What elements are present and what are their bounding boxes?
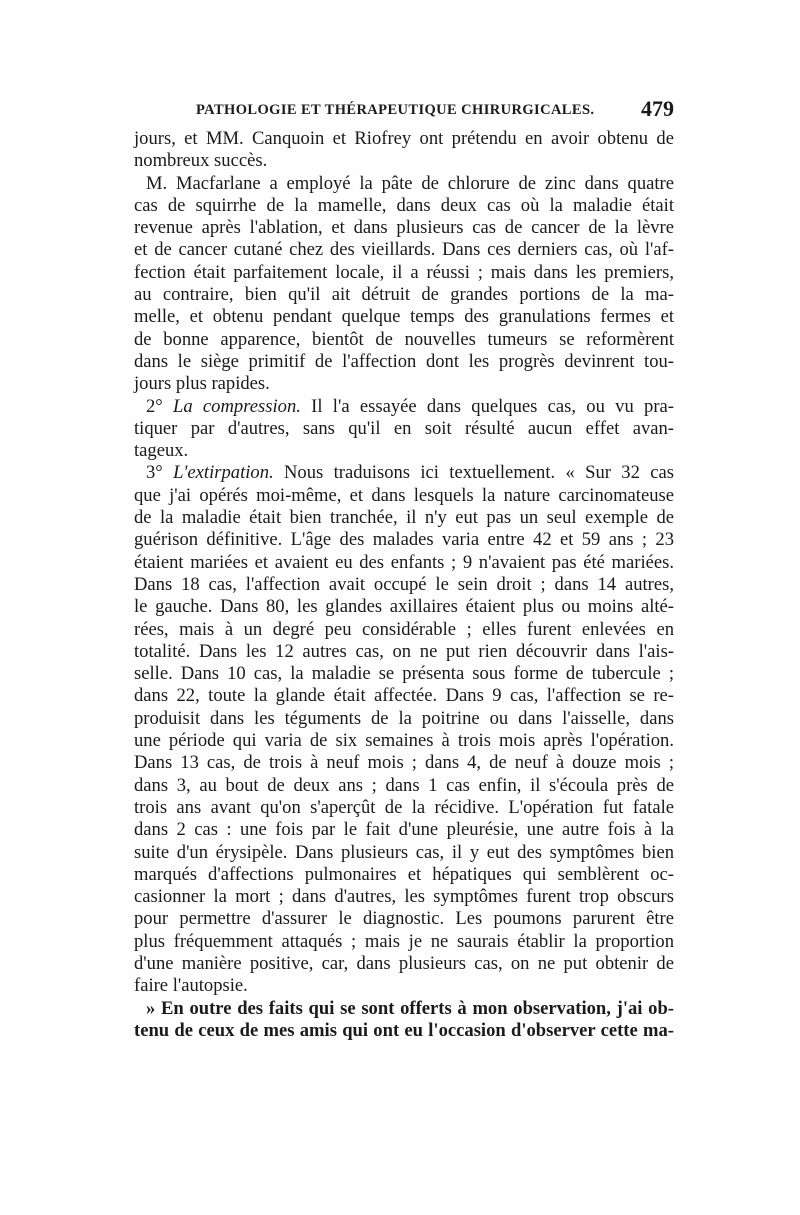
text-line (134, 306, 674, 328)
line-text: d'une manière positive, car, dans plusieurs cas, on ne put obtenir de (134, 952, 674, 974)
text-line (134, 373, 674, 395)
text-line (134, 462, 674, 484)
line-text: de la maladie était bien tranchée, il n'y eut pas un seul exemple de (134, 507, 674, 529)
line-text: jours plus rapides. (134, 373, 270, 395)
text-line (134, 931, 674, 953)
text-line (134, 396, 674, 418)
text-line (134, 507, 674, 529)
line-text: une période qui varia de six semaines à trois mois après l'opération. (134, 730, 674, 752)
text-line (134, 775, 674, 797)
line-text: M. Macfarlane a employé la pâte de chlorure de zinc dans quatre (146, 172, 674, 194)
text-line (134, 708, 674, 730)
line-text: dans 2 cas : une fois par le fait d'une pleurésie, une autre fois à la (134, 819, 674, 841)
text-line (134, 529, 674, 551)
page-number: 479 (641, 96, 674, 121)
section-title: L'extirpation. (173, 462, 274, 484)
line-text: » En outre des faits qui se sont offerts à mon observation, j'ai ob- (146, 997, 674, 1019)
line-text: faire l'autopsie. (134, 975, 248, 997)
text-line (134, 619, 674, 641)
text-line (134, 819, 674, 841)
line-text: étaient mariées et avaient eu des enfants ; 9 n'avaient pas été mariées. (134, 551, 674, 573)
line-text: de bonne apparence, bientôt de nouvelles tumeurs se reformèrent (134, 328, 674, 350)
line-text: suite d'un érysipèle. Dans plusieurs cas, il y eut des symptômes bien (134, 841, 674, 863)
text-line (134, 797, 674, 819)
text-line (134, 752, 674, 774)
line-text: produisit dans les téguments de la poitrine ou dans l'aisselle, dans (134, 707, 674, 729)
line-text: Dans 18 cas, l'affection avait occupé le sein droit ; dans 14 autres, (134, 573, 674, 595)
text-line (134, 262, 674, 284)
section-number: 2° (146, 395, 174, 417)
text-line (134, 217, 674, 239)
line-text: dans 3, au bout de deux ans ; dans 1 cas enfin, il s'écoula près de (134, 774, 674, 796)
text-line (134, 239, 674, 261)
text-line (134, 1020, 674, 1042)
line-text: tiquer par d'autres, sans qu'il en soit résulté aucun effet avan- (134, 417, 674, 439)
text-line (134, 284, 674, 306)
line-text: que j'ai opérés moi-même, et dans lesquels la nature carcinomateuse (134, 484, 674, 506)
section-title: La compression. (173, 395, 301, 417)
text-line (134, 418, 674, 440)
text-line (134, 842, 674, 864)
line-text: tenu de ceux de mes amis qui ont eu l'occasion d'observer cette ma- (134, 1019, 674, 1041)
line-text: revenue après l'ablation, et dans plusieurs cas de cancer de la lèvre (134, 217, 674, 239)
text-line (134, 173, 674, 195)
line-text: melle, et obtenu pendant quelque temps des granulations fermes et (134, 306, 674, 328)
page-header (196, 96, 674, 126)
line-text: dans le siège primitif de l'affection dont les progrès devinrent tou- (134, 350, 674, 372)
line-text: cas de squirrhe de la mamelle, dans deux cas où la maladie était (134, 194, 674, 216)
running-head: PATHOLOGIE ET THÉRAPEUTIQUE CHIRURGICALES. (196, 102, 595, 118)
text-line (134, 730, 674, 752)
line-text: marqués d'affections pulmonaires et hépatiques qui semblèrent oc- (134, 863, 674, 885)
text-line (134, 195, 674, 217)
line-text: trois ans avant qu'on s'aperçût de la récidive. L'opération fut fatale (134, 796, 674, 818)
line-text: Dans 13 cas, de trois à neuf mois ; dans 4, de neuf à douze mois ; (134, 752, 674, 774)
line-text: dans 22, toute la glande était affectée. Dans 9 cas, l'affection se re- (134, 685, 674, 707)
text-line (134, 329, 674, 351)
line-text: plus fréquemment attaqués ; mais je ne saurais établir la proportion (134, 930, 674, 952)
line-text: totalité. Dans les 12 autres cas, on ne put rien découvrir dans l'ais- (134, 640, 674, 662)
text-line (134, 886, 674, 908)
text-line (134, 128, 674, 150)
line-text: le gauche. Dans 80, les glandes axillaires étaient plus ou moins alté- (134, 596, 674, 618)
line-text: selle. Dans 10 cas, la maladie se présenta sous forme de tubercule ; (134, 663, 674, 685)
text-line (134, 150, 674, 172)
line-text: tageux. (134, 440, 189, 462)
text-line (134, 975, 674, 997)
text-line (134, 953, 674, 975)
line-text: fection était parfaitement locale, il a réussi ; mais dans les premiers, (134, 261, 674, 283)
line-text: et de cancer cutané chez des vieillards. Dans ces derniers cas, où l'af- (134, 239, 674, 261)
line-text: Il l'a essayée dans quelques cas, ou vu pra- (300, 395, 674, 417)
text-line (134, 685, 674, 707)
text-line (134, 641, 674, 663)
text-line (134, 908, 674, 930)
text-line (134, 351, 674, 373)
line-text: jours, et MM. Canquoin et Riofrey ont prétendu en avoir obtenu de (134, 128, 674, 149)
body-text (134, 128, 674, 1042)
line-text: guérison définitive. L'âge des malades varia entre 42 et 59 ans ; 23 (134, 529, 674, 551)
text-line (134, 663, 674, 685)
text-line (134, 864, 674, 886)
text-line (134, 596, 674, 618)
line-text: rées, mais à un degré peu considérable ; elles furent enlevées en (134, 618, 674, 640)
line-text: au contraire, bien qu'il ait détruit de grandes portions de la ma- (134, 284, 674, 306)
line-text: pour permettre d'assurer le diagnostic. Les poumons parurent être (134, 908, 674, 930)
line-text: casionner la mort ; dans d'autres, les symptômes furent trop obscurs (134, 886, 674, 908)
line-text: Nous traduisons ici textuellement. « Sur 32 cas (273, 462, 674, 484)
text-line (134, 574, 674, 596)
text-line (134, 485, 674, 507)
text-line (134, 998, 674, 1020)
text-line (134, 552, 674, 574)
text-line (134, 440, 674, 462)
section-number: 3° (146, 462, 174, 484)
line-text: nombreux succès. (134, 150, 268, 172)
